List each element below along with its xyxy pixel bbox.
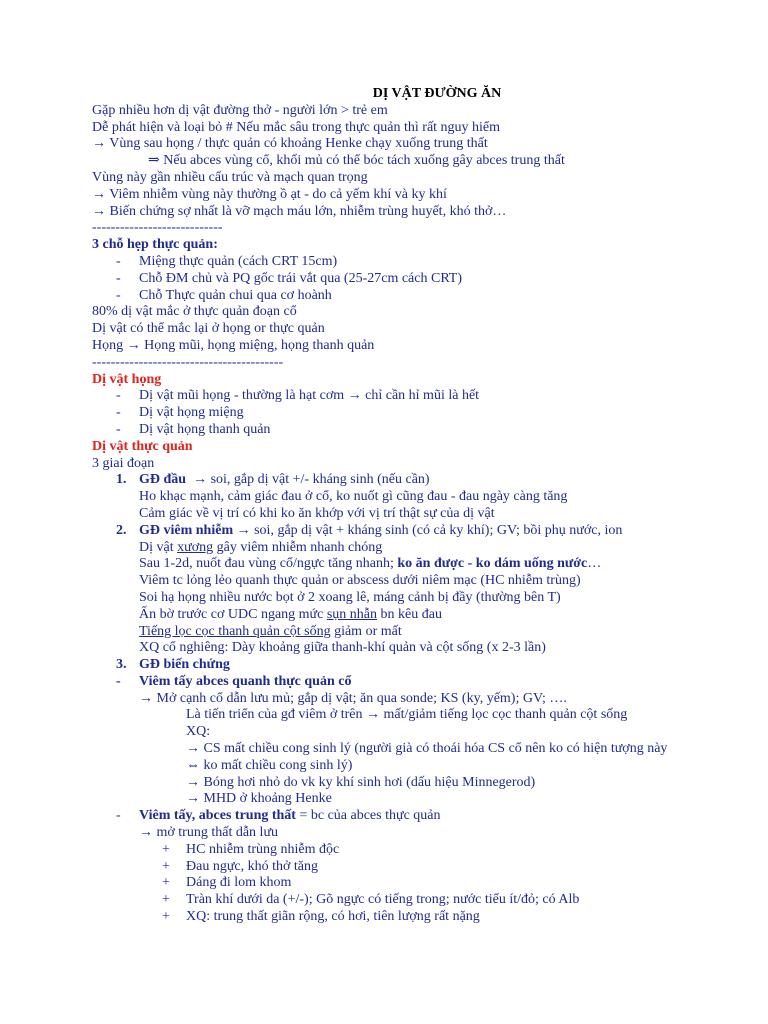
- plus-item: + HC nhiễm trùng nhiễm độc: [162, 841, 340, 857]
- intro-line: → Viêm nhiễm vùng này thường ồ ạt - do cả yếm khí và ky khí: [92, 186, 447, 202]
- dash-marker: -: [116, 388, 121, 404]
- plus-item: + XQ: trung thất giãn rộng, có hơi, tiên lượng rất nặng: [162, 909, 480, 925]
- intro-line: Gặp nhiều hơn dị vật đường thở - người lớn > trẻ em: [92, 102, 388, 118]
- complication-line: → CS mất chiều cong sinh lý (người già có thoái hóa CS cổ nên ko có hiện tượng này ⇔ ko mất chiều cong sinh lý): [186, 741, 668, 773]
- stage-line: Viêm tc lỏng lẻo quanh thực quản or abscess dưới niêm mạc (HC nhiễm trùng): [139, 573, 581, 589]
- intro-line: → Vùng sau họng / thực quản có khoảng Henke chạy xuống trung thất: [92, 136, 488, 152]
- list-item: - Chỗ ĐM chủ và PQ gốc trái vắt qua (25-27cm cách CRT): [116, 270, 463, 286]
- section-heading-esophagus: Dị vật thực quản: [92, 438, 193, 454]
- plus-marker: +: [162, 909, 170, 925]
- complication-line: → Bóng hơi nhỏ do vk ky khí sinh hơi (dấu hiệu Minnegerod): [186, 774, 536, 790]
- divider: -----------------------------------------: [92, 354, 284, 370]
- plus-marker: +: [162, 875, 170, 891]
- stage-line: XQ cổ nghiêng: Dày khoảng giữa thanh-khí quản và cột sống (x 2-3 lần): [139, 640, 546, 656]
- list-item: - Dị vật họng miệng: [116, 405, 244, 421]
- complication-line: Là tiến triển của gđ viêm ở trên → mất/giảm tiếng lọc cọc thanh quản cột sống: [186, 707, 628, 723]
- complication-neck-heading: - Viêm tấy abces quanh thực quản cổ: [116, 673, 352, 689]
- dash-marker: -: [116, 253, 121, 269]
- dash-marker: -: [116, 287, 121, 303]
- stage-line: Cảm giác về vị trí có khi ko ăn khớp với vị trí thật sự của dị vật: [139, 505, 495, 521]
- plus-item: + Đau ngực, khó thở tăng: [162, 858, 319, 874]
- note-line: 80% dị vật mắc ở thực quản đoạn cổ: [92, 304, 297, 320]
- note-line: Dị vật có thể mắc lại ở họng or thực quản: [92, 321, 325, 337]
- plus-item: + Dáng đi lom khom: [162, 875, 292, 891]
- complication-action: → mở trung thất dẫn lưu: [139, 825, 279, 841]
- plus-item: + Tràn khí dưới da (+/-); Gõ ngực có tiếng trong; nước tiểu ít/đỏ; có Alb: [162, 892, 580, 908]
- document-title: DỊ VẬT ĐƯỜNG ĂN: [372, 86, 502, 101]
- list-item: - Chỗ Thực quản chui qua cơ hoành: [116, 287, 332, 303]
- complication-line: XQ:: [186, 724, 211, 740]
- plus-marker: +: [162, 841, 170, 857]
- complication-line: → MHD ở khoảng Henke: [186, 791, 332, 807]
- divider: ----------------------------: [92, 220, 223, 236]
- plus-marker: +: [162, 858, 170, 874]
- document-body: [92, 86, 692, 926]
- stage-line: Tiếng lọc cọc thanh quản cột sống giảm or mất: [139, 623, 402, 639]
- section-heading-throat: Dị vật họng: [92, 371, 162, 387]
- stage-3-heading: 3. GĐ biến chứng: [116, 657, 230, 673]
- stage-line: Ho khạc mạnh, cảm giác đau ở cổ, ko nuốt gì cũng đau - đau ngày càng tăng: [139, 489, 568, 505]
- stages-label: 3 giai đoạn: [92, 455, 155, 471]
- dash-marker: -: [116, 421, 121, 437]
- stage-line: Dị vật xương gây viêm nhiễm nhanh chóng: [139, 539, 383, 555]
- note-line: Họng → Họng mũi, họng miệng, họng thanh quản: [92, 337, 375, 353]
- stage-line: Soi hạ họng nhiều nước bọt ở 2 xoang lê, máng cảnh bị đầy (thường bên T): [139, 589, 561, 605]
- dash-marker: -: [116, 673, 121, 689]
- intro-line: Dễ phát hiện và loại bỏ # Nếu mắc sâu trong thực quản thì rất nguy hiểm: [92, 119, 501, 135]
- list-item: - Dị vật mũi họng - thường là hạt cơm → chỉ cần hỉ mũi là hết: [116, 388, 480, 404]
- stage-1-heading: 1. GĐ đầu → soi, gắp dị vật +/- kháng sinh (nếu cần): [116, 472, 430, 488]
- plus-marker: +: [162, 892, 170, 908]
- stage-line: Ấn bờ trước cơ UDC ngang mức sụn nhẫn bn kêu đau: [139, 606, 442, 622]
- intro-line: Vùng này gần nhiều cấu trúc và mạch quan trọng: [92, 169, 368, 185]
- stage-2-heading: 2. GĐ viêm nhiễm → soi, gắp dị vật + kháng sinh (có cả ky khí); GV; bồi phụ nước, ion: [116, 522, 623, 538]
- intro-line: ⇒ Nếu abces vùng cổ, khối mủ có thể bóc tách xuống gây abces trung thất: [148, 153, 565, 169]
- complication-action: → Mở cạnh cổ dẫn lưu mủ; gắp dị vật; ăn qua sonde; KS (ky, yếm); GV; ….: [139, 690, 567, 706]
- section-heading-narrow: 3 chỗ hẹp thực quản:: [92, 237, 218, 253]
- complication-mediastinum-heading: - Viêm tấy, abces trung thất = bc của abces thực quản: [116, 808, 441, 824]
- dash-marker: -: [116, 270, 121, 286]
- dash-marker: -: [116, 808, 121, 824]
- dash-marker: -: [116, 405, 121, 421]
- intro-line: → Biến chứng sợ nhất là vỡ mạch máu lớn, nhiễm trùng huyết, khó thở…: [92, 203, 507, 219]
- list-item: - Miệng thực quản (cách CRT 15cm): [116, 253, 338, 269]
- stage-line: Sau 1-2d, nuốt đau vùng cổ/ngực tăng nhanh; ko ăn được - ko dám uống nước…: [139, 556, 602, 572]
- list-item: - Dị vật họng thanh quản: [116, 421, 271, 437]
